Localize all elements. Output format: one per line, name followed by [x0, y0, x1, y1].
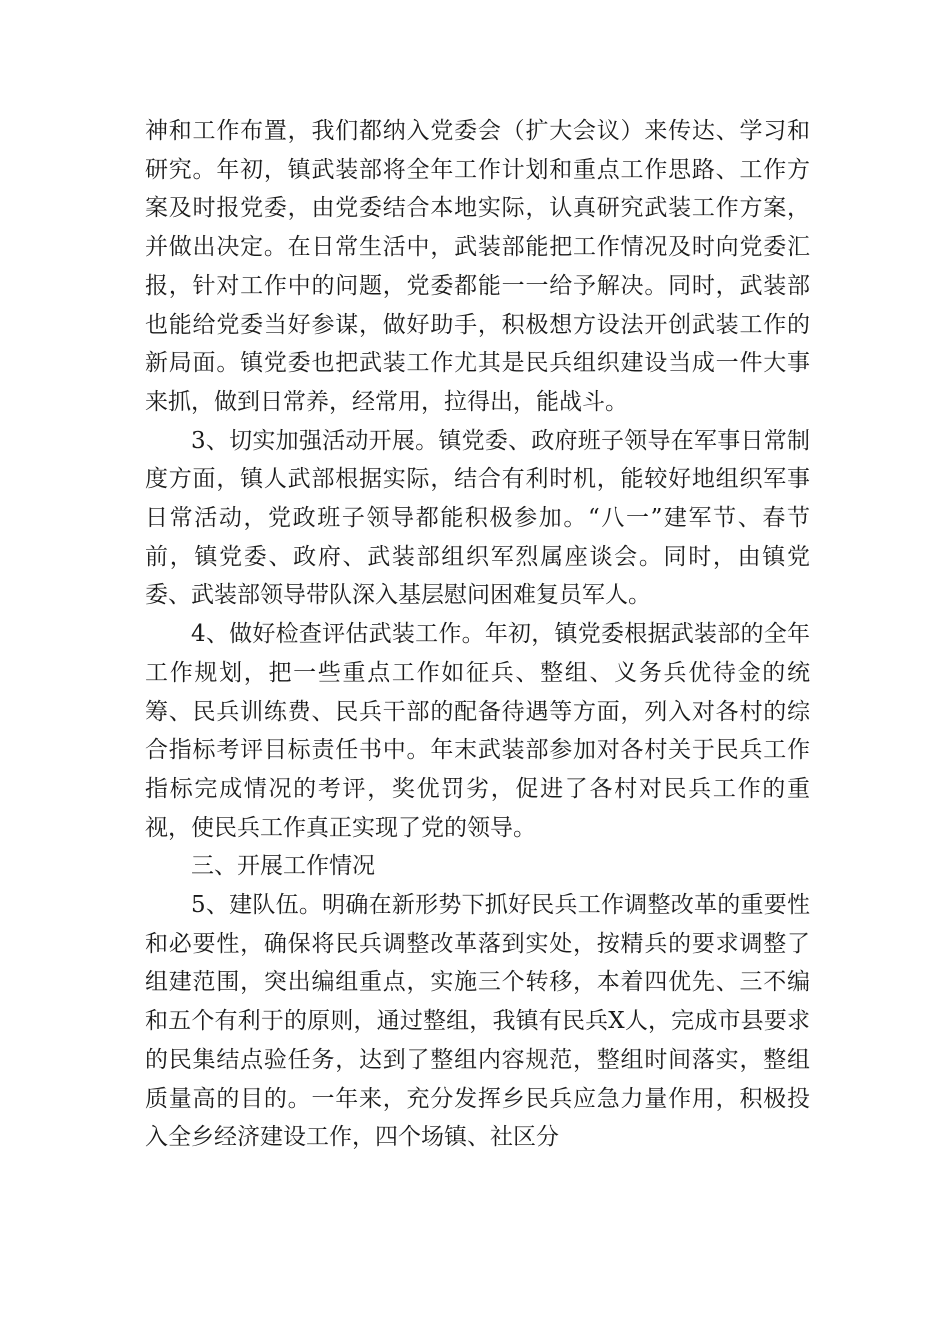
paragraph-continuation: 神和工作布置，我们都纳入党委会（扩大会议）来传达、学习和研究。年初，镇武装部将全年工作计划和重点工作思路、工作方案及时报党委，由党委结合本地实际，认真研究武装工作方案，并做出决定。在日常生活中，武装部能把工作情况及时向党委汇报，针对工作中的问题，党委都能一一给予解决。同时，武装部也能给党委当好参谋，做好助手，积极想方设法开创武装工作的新局面。镇党委也把武装工作尤其是民兵组织建设当成一件大事来抓，做到日常养，经常用，拉得出，能战斗。 [145, 118, 810, 415]
paragraph-item-3: 3、切实加强活动开展。镇党委、政府班子领导在军事日常制度方面，镇人武部根据实际，结合有利时机，能较好地组织军事日常活动，党政班子领导都能积极参加。“八一”建军节、春节前，镇党委、政府、武装部组织军烈属座谈会。同时，由镇党委、武装部领导带队深入基层慰问困难复员军人。 [145, 427, 810, 609]
paragraph-item-5: 5、建队伍。明确在新形势下抓好民兵工作调整改革的重要性和必要性，确保将民兵调整改革落到实处，按精兵的要求调整了组建范围，突出编组重点，实施三个转移，本着四优先、三不编和五个有利于的原则，通过整组，我镇有民兵X人，完成市县要求的民集结点验任务，达到了整组内容规范，整组时间落实，整组质量高的目的。一年来，充分发挥乡民兵应急力量作用，积极投入全乡经济建设工作，四个场镇、社区分 [145, 892, 810, 1151]
document-body [145, 112, 810, 1157]
section-heading: 三、开展工作情况 [191, 853, 375, 880]
paragraph-item-4: 4、做好检查评估武装工作。年初，镇党委根据武装部的全年工作规划，把一些重点工作如征兵、整组、义务兵优待金的统筹、民兵训练费、民兵干部的配备待遇等方面，列入对各村的综合指标考评目标责任书中。年末武装部参加对各村关于民兵工作指标完成情况的考评，奖优罚劣，促进了各村对民兵工作的重视，使民兵工作真正实现了党的领导。 [145, 621, 810, 841]
